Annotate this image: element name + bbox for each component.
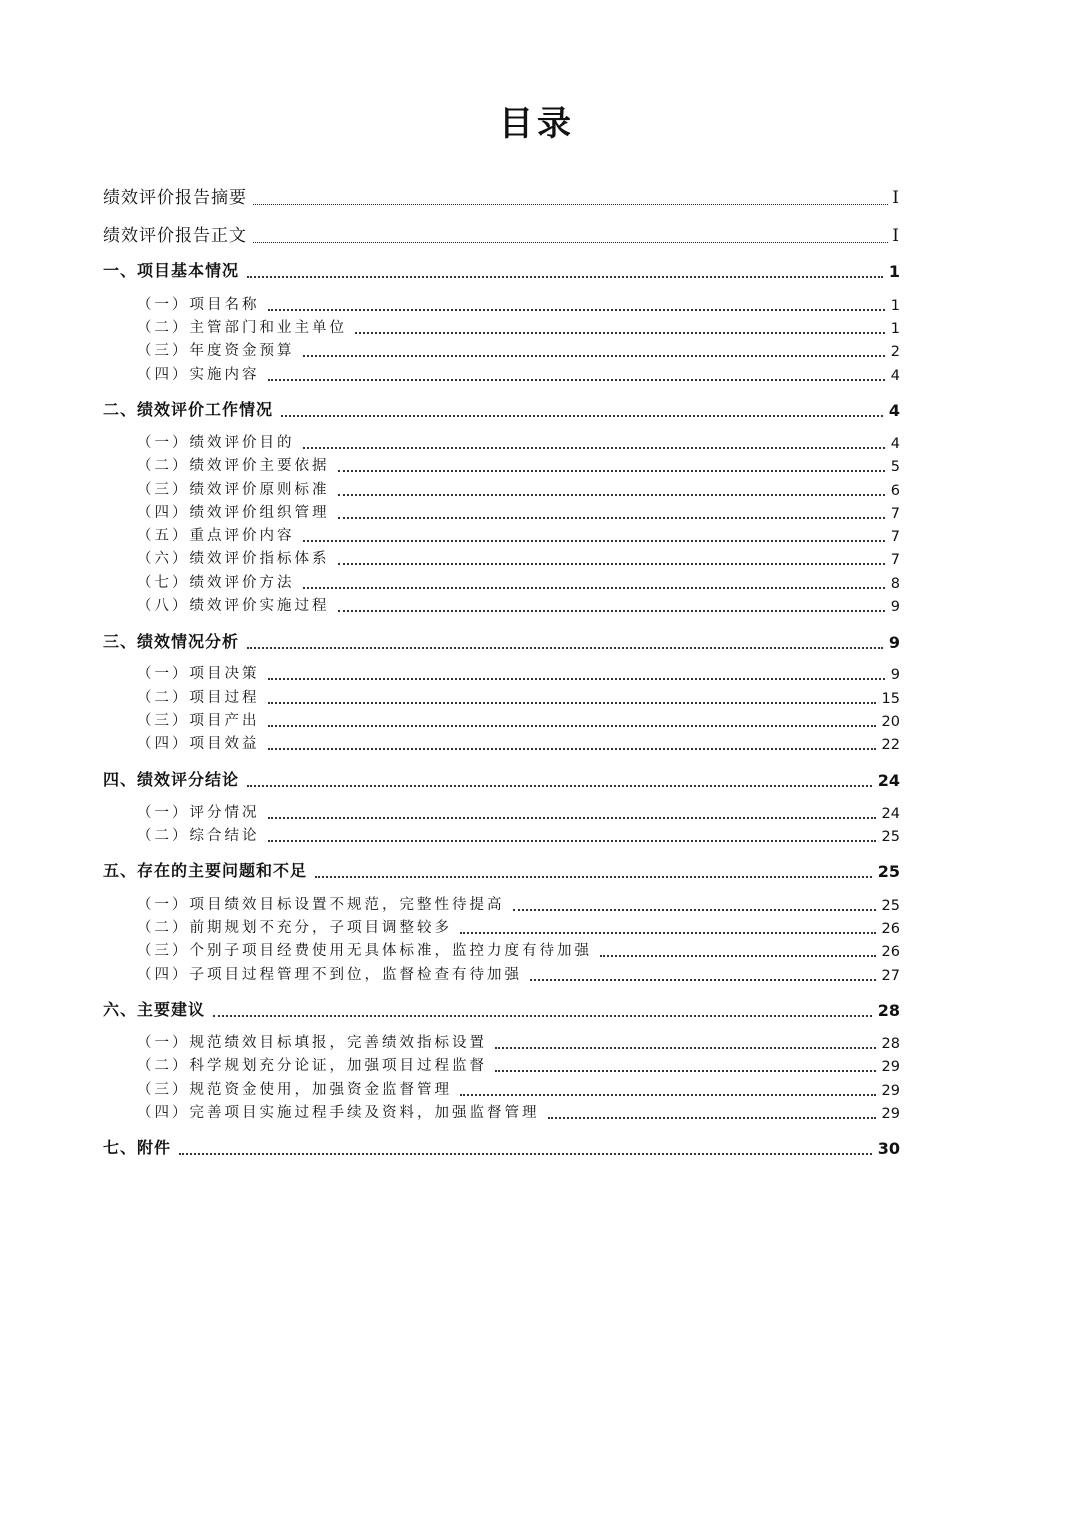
toc-entry-page: 9 <box>890 667 900 683</box>
toc-entry-page: 4 <box>888 401 900 420</box>
toc-entry-text: （三）个别子项目经费使用无具体标准，监控力度有待加强 <box>137 943 592 959</box>
toc-dot-leader <box>338 469 885 472</box>
toc-entry-page: 27 <box>881 968 900 984</box>
toc-dot-leader <box>548 1116 876 1119</box>
toc-dot-leader <box>268 308 885 311</box>
toc-entry-page: 22 <box>881 737 900 753</box>
toc-entry[interactable] <box>103 258 900 281</box>
toc-entry-text: （一）项目决策 <box>137 666 260 682</box>
toc-entry[interactable] <box>137 478 900 499</box>
toc-entry-text: （二）综合结论 <box>137 828 260 844</box>
toc-entry[interactable] <box>103 858 900 881</box>
toc-entry[interactable] <box>137 454 900 475</box>
toc-entry-page: 20 <box>881 714 900 730</box>
toc-entry-text: （三）规范资金使用，加强资金监督管理 <box>137 1082 452 1098</box>
toc-entry-page: 25 <box>881 898 900 914</box>
toc-entry[interactable] <box>137 662 900 683</box>
toc-entry-page: 7 <box>890 552 900 568</box>
toc-entry-text: （五）重点评价内容 <box>137 528 295 544</box>
toc-dot-leader <box>495 1069 876 1072</box>
toc-entry-page: 28 <box>877 1001 900 1020</box>
toc-entry-text: 六、主要建议 <box>103 1000 206 1019</box>
toc-entry-page: 2 <box>890 344 900 360</box>
toc-entry-page: 1 <box>890 298 900 314</box>
toc-entry[interactable] <box>137 363 900 384</box>
toc-entry-page: 5 <box>890 459 900 475</box>
toc-entry-page: 24 <box>881 806 900 822</box>
toc-entry-text: （七）绩效评价方法 <box>137 575 295 591</box>
toc-dot-leader <box>338 493 885 496</box>
toc-entry[interactable] <box>137 1031 900 1052</box>
toc-dot-leader <box>530 978 876 981</box>
toc-entry[interactable] <box>137 501 900 522</box>
toc-dot-leader <box>338 516 885 519</box>
toc-entry-text: （一）绩效评价目的 <box>137 435 295 451</box>
toc-entry-text: （三）项目产出 <box>137 713 260 729</box>
toc-entry-text: （四）项目效益 <box>137 736 260 752</box>
toc-dot-leader <box>247 646 883 649</box>
toc-entry-page: 29 <box>881 1059 900 1075</box>
toc-dot-leader <box>268 747 876 750</box>
toc-entry[interactable] <box>137 916 900 937</box>
toc-entry-page: 15 <box>881 691 900 707</box>
page-title: 目录 <box>499 104 575 144</box>
toc-entry-page: 9 <box>890 599 900 615</box>
toc-dot-leader <box>338 562 885 565</box>
toc-entry-text: （四）子项目过程管理不到位，监督检查有待加强 <box>137 967 522 983</box>
toc-dot-leader <box>179 1152 872 1155</box>
toc-entry-text: （三）绩效评价原则标准 <box>137 482 330 498</box>
toc-entry-page: 4 <box>890 436 900 452</box>
toc-entry-page: 26 <box>881 944 900 960</box>
toc-dot-leader <box>513 908 876 911</box>
toc-entry-page: 29 <box>881 1106 900 1122</box>
toc-entry-page: 7 <box>890 529 900 545</box>
toc-dot-leader <box>268 816 876 819</box>
toc-dot-leader <box>268 724 876 727</box>
toc-dot-leader <box>303 539 885 542</box>
toc-entry-page: 29 <box>881 1083 900 1099</box>
toc-dot-leader <box>460 1093 876 1096</box>
toc-entry[interactable] <box>137 1078 900 1099</box>
toc-entry-text: 绩效评价报告正文 <box>103 226 247 246</box>
toc-entry-text: 四、绩效评分结论 <box>103 770 240 789</box>
toc-entry-page: 24 <box>877 771 900 790</box>
toc-dot-leader <box>268 701 876 704</box>
toc-entry-text: 一、项目基本情况 <box>103 261 240 280</box>
toc-entry-page: 1 <box>890 321 900 337</box>
toc-dot-leader <box>303 446 885 449</box>
toc-dot-leader <box>303 586 885 589</box>
toc-dot-leader <box>600 954 876 957</box>
toc-entry[interactable] <box>137 316 900 337</box>
toc-entry-text: 五、存在的主要问题和不足 <box>103 861 308 880</box>
toc-entry-text: 绩效评价报告摘要 <box>103 188 247 208</box>
toc-entry[interactable] <box>137 547 900 568</box>
toc-dot-leader <box>213 1014 872 1017</box>
toc-dot-leader <box>268 378 885 381</box>
toc-entry[interactable] <box>137 686 900 707</box>
toc-entry-page: 30 <box>877 1139 900 1158</box>
toc-entry[interactable] <box>103 183 900 208</box>
toc-entry-text: （一）评分情况 <box>137 805 260 821</box>
toc-dot-leader <box>495 1046 876 1049</box>
toc-entry[interactable] <box>137 963 900 984</box>
toc-dot-leader <box>268 677 885 680</box>
toc-entry[interactable] <box>137 824 900 845</box>
toc-entry-page: 4 <box>890 368 900 384</box>
toc-entry-text: （一）项目绩效目标设置不规范，完整性待提高 <box>137 897 505 913</box>
toc-dot-leader <box>460 931 876 934</box>
toc-entry-page: 1 <box>888 262 900 281</box>
toc-entry-page: 6 <box>890 483 900 499</box>
toc-entry[interactable] <box>137 339 900 360</box>
toc-entry-page: 26 <box>881 921 900 937</box>
toc-entry-text: 七、附件 <box>103 1138 172 1157</box>
toc-dot-leader <box>253 241 888 243</box>
toc-dot-leader <box>253 203 888 205</box>
toc-entry-text: 三、绩效情况分析 <box>103 632 240 651</box>
toc-entry[interactable] <box>137 801 900 822</box>
toc-entry-text: （一）项目名称 <box>137 297 260 313</box>
toc-dot-leader <box>315 875 872 878</box>
toc-entry-page: 7 <box>890 506 900 522</box>
toc-entry[interactable] <box>103 221 900 246</box>
toc-entry-page: 25 <box>881 829 900 845</box>
toc-entry[interactable] <box>103 1135 900 1158</box>
toc-entry-text: （八）绩效评价实施过程 <box>137 598 330 614</box>
toc-entry[interactable] <box>103 629 900 652</box>
toc-entry[interactable] <box>137 709 900 730</box>
toc-entry[interactable] <box>137 1054 900 1075</box>
toc-entry-text: （二）前期规划不充分，子项目调整较多 <box>137 920 452 936</box>
toc-dot-leader <box>247 784 872 787</box>
toc-entry-text: （二）绩效评价主要依据 <box>137 458 330 474</box>
toc-entry[interactable] <box>137 431 900 452</box>
toc-entry-text: （三）年度资金预算 <box>137 343 295 359</box>
toc-entry[interactable] <box>103 767 900 790</box>
toc-dot-leader <box>303 354 885 357</box>
toc-entry[interactable] <box>103 397 900 420</box>
toc-entry[interactable] <box>103 997 900 1020</box>
toc-entry[interactable] <box>137 293 900 314</box>
toc-entry-text: （四）实施内容 <box>137 367 260 383</box>
toc-entry-text: （二）主管部门和业主单位 <box>137 320 347 336</box>
toc-entry[interactable] <box>137 732 900 753</box>
toc-dot-leader <box>281 414 883 417</box>
toc-entry-text: （二）项目过程 <box>137 690 260 706</box>
toc-entry[interactable] <box>137 939 900 960</box>
toc-entry-page: I <box>892 188 900 208</box>
toc-dot-leader <box>338 609 885 612</box>
toc-entry-text: （四）绩效评价组织管理 <box>137 505 330 521</box>
toc-entry-text: （二）科学规划充分论证，加强项目过程监督 <box>137 1058 487 1074</box>
toc-entry-page: 28 <box>881 1036 900 1052</box>
toc-entry-text: （一）规范绩效目标填报，完善绩效指标设置 <box>137 1035 487 1051</box>
toc-entry-text: 二、绩效评价工作情况 <box>103 400 274 419</box>
toc-entry[interactable] <box>137 893 900 914</box>
toc-entry-text: （六）绩效评价指标体系 <box>137 551 330 567</box>
toc-entry-page: 8 <box>890 576 900 592</box>
toc-entry[interactable] <box>137 524 900 545</box>
toc-dot-leader <box>268 839 876 842</box>
toc-entry[interactable] <box>137 1101 900 1122</box>
toc-entry[interactable] <box>137 571 900 592</box>
toc-entry-text: （四）完善项目实施过程手续及资料，加强监督管理 <box>137 1105 540 1121</box>
toc-entry-page: 9 <box>888 633 900 652</box>
toc-entry[interactable] <box>137 594 900 615</box>
toc-entry-page: I <box>892 226 900 246</box>
toc-dot-leader <box>247 275 883 278</box>
toc-entry-page: 25 <box>877 862 900 881</box>
toc-dot-leader <box>355 331 885 334</box>
